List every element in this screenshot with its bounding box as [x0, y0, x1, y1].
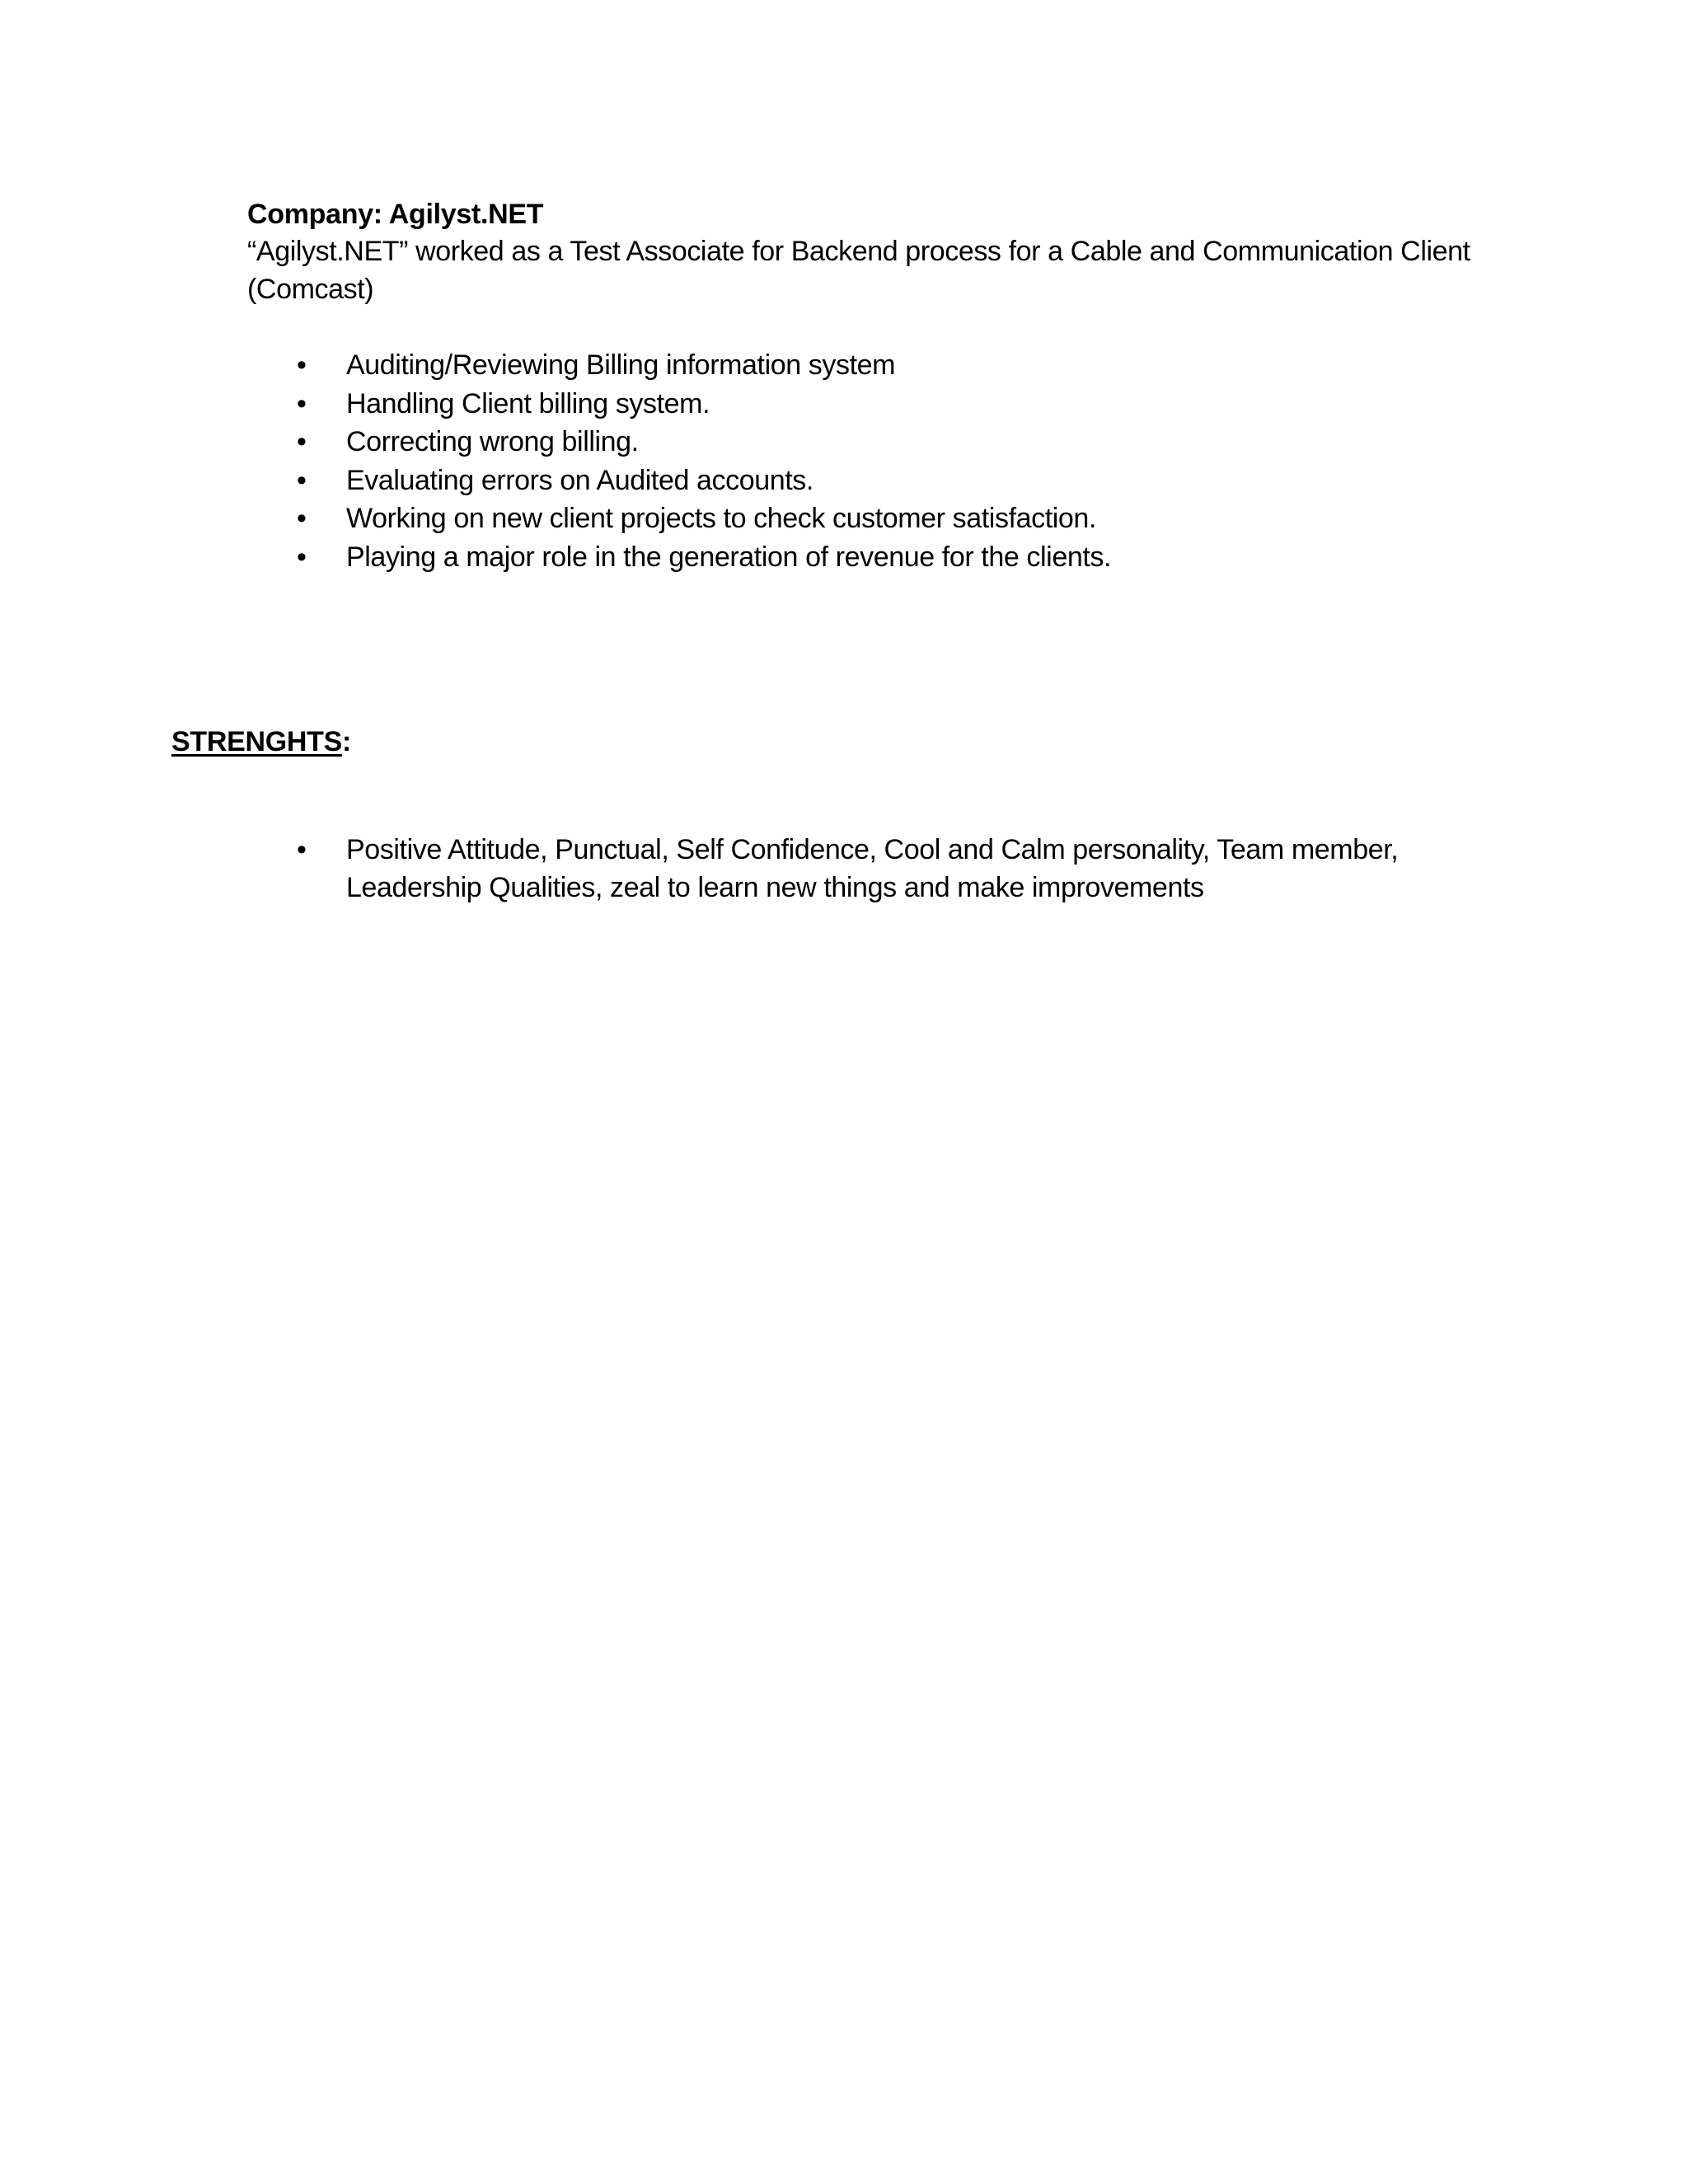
bullet-icon: •: [297, 503, 307, 534]
duty-text: Playing a major role in the generation of revenue for the clients.: [346, 541, 1112, 573]
duty-text: Working on new client projects to check customer satisfaction.: [346, 503, 1096, 534]
list-item: [297, 346, 1517, 385]
bullet-icon: •: [297, 464, 307, 496]
list-item: [297, 831, 1484, 907]
bullet-icon: •: [297, 834, 307, 865]
list-item: [297, 499, 1517, 538]
company-title: Company: Agilyst.NET: [247, 199, 544, 230]
strengths-heading-text: STRENGHTS: [171, 726, 342, 757]
strengths-list: [297, 831, 1484, 907]
bullet-icon: •: [297, 349, 307, 381]
list-item: [297, 423, 1517, 462]
duty-text: Correcting wrong billing.: [346, 426, 639, 457]
strength-text: Positive Attitude, Punctual, Self Confidence, Cool and Calm personality, Team member, Leadership Qualities, zeal to learn new things and make improvements: [346, 834, 1399, 903]
company-description: “Agilyst.NET” worked as a Test Associate for Backend process for a Cable and Communication Client (Comcast): [247, 236, 1470, 305]
bullet-icon: •: [297, 387, 307, 419]
strengths-heading-colon: :: [341, 726, 352, 757]
duty-text: Auditing/Reviewing Billing information system: [346, 349, 896, 381]
duty-list: [297, 346, 1517, 576]
strengths-heading: [171, 724, 351, 760]
duty-text: Evaluating errors on Audited accounts.: [346, 464, 814, 496]
list-item: [297, 538, 1517, 577]
duty-text: Handling Client billing system.: [346, 387, 710, 419]
list-item: [297, 385, 1517, 424]
company-section: [247, 196, 1500, 308]
bullet-icon: •: [297, 541, 307, 573]
list-item: [297, 462, 1517, 500]
bullet-icon: •: [297, 426, 307, 457]
